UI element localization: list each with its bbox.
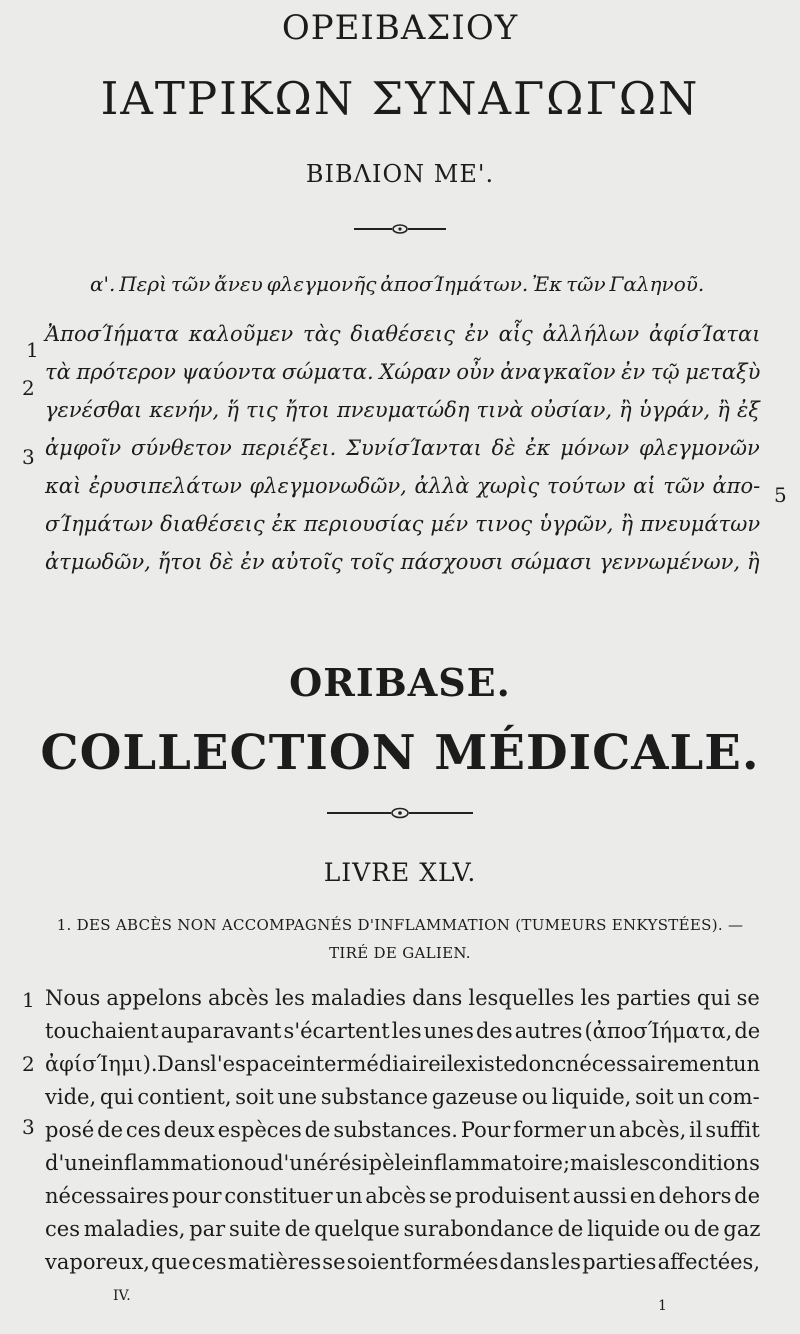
ornament-divider <box>0 222 800 236</box>
french-text-line: Nous appelons abcès les maladies dans lesquelles les parties qui se <box>45 986 760 1010</box>
french-text-line: ces maladies, par suite de quelque surabondance de liquide ou de gaz <box>45 1217 761 1241</box>
greek-text-line: τὰ πρότερον ψαύοντα σώματα. Χώραν οὖν ἀναγκαῖον ἐν τῷ μεταξὺ <box>45 360 761 384</box>
french-chapter-heading: 1. DES ABCÈS NON ACCOMPAGNÉS D'INFLAMMATION (TUMEURS ENKYSTÉES). — <box>56 916 744 934</box>
greek-chapter-heading: α'. Περὶ τῶν ἄνευ φλεγμονῆς ἀποσΊημάτων. Ἐκ τῶν Γαληνοῦ. <box>90 272 705 296</box>
french-chapter-source: TIRÉ DE GALIEN. <box>329 944 471 962</box>
french-text-line: posé de ces deux espèces de substances. Pour former un abcès, il suffit <box>45 1118 760 1142</box>
french-text-line: ἀφίσΊημι). Dans l'espace intermédiaire il existe donc nécessairement un <box>45 1052 761 1076</box>
french-text-line: touchaient auparavant s'écartent les unes des autres (ἀποσΊήματα, de <box>45 1019 761 1043</box>
signature-mark: IV. <box>113 1288 131 1304</box>
margin-number: 5 <box>774 483 787 507</box>
french-title: COLLECTION MÉDICALE. <box>40 725 760 781</box>
french-text-line: vaporeux, que ces matières se soient formées dans les parties affectées, <box>45 1250 761 1274</box>
greek-author: ΟΡΕΙΒΑΣΙΟΥ <box>281 8 519 48</box>
greek-text-line: γενέσθαι κενήν, ἥ τις ἤτοι πνευματώδη τινὰ οὐσίαν, ἢ ὑγράν, ἢ ἐξ <box>45 398 760 422</box>
greek-text-line: σΊημάτων διαθέσεις ἐκ περιουσίας μέν τινος ὑγρῶν, ἢ πνευμάτων <box>45 512 761 536</box>
greek-title: ΙΑΤΡΙΚΩΝ ΣΥΝΑΓΩΓΩΝ <box>100 72 700 125</box>
margin-number: 3 <box>22 1115 35 1139</box>
margin-number: 2 <box>22 376 35 400</box>
ornament-divider <box>0 806 800 820</box>
greek-text-line: ἈποσΊήματα καλοῦμεν τὰς διαθέσεις ἐν αἷς ἀλλήλων ἀφίσΊαται <box>45 322 761 346</box>
greek-text-line: καὶ ἐρυσιπελάτων φλεγμονωδῶν, ἀλλὰ χωρὶς τούτων αἱ τῶν ἀπο- <box>45 474 761 498</box>
french-text-line: nécessaires pour constituer un abcès se produisent aussi en dehors de <box>45 1184 761 1208</box>
margin-number: 3 <box>22 445 35 469</box>
page-number: 1 <box>658 1298 667 1314</box>
greek-text-line: ἀτμωδῶν, ἤτοι δὲ ἐν αὐτοῖς τοῖς πάσχουσι σώμασι γεννωμένων, ἢ <box>45 550 760 574</box>
margin-number: 1 <box>22 988 35 1012</box>
margin-number: 2 <box>22 1052 35 1076</box>
margin-number: 1 <box>26 338 39 362</box>
greek-text-line: ἀμφοῖν σύνθετον περιέξει. ΣυνίσΊανται δὲ ἐκ μόνων φλεγμονῶν <box>45 436 760 460</box>
greek-book: ΒΙΒΛΙΟΝ ΜΕ'. <box>305 160 495 188</box>
french-author: ORIBASE. <box>289 660 511 705</box>
french-book: LIVRE XLV. <box>323 858 477 887</box>
french-text-line: d'une inflammation ou d'un érésipèle inflammatoire; mais les conditions <box>45 1151 760 1175</box>
french-text-line: vide, qui contient, soit une substance gazeuse ou liquide, soit un com- <box>45 1085 760 1109</box>
